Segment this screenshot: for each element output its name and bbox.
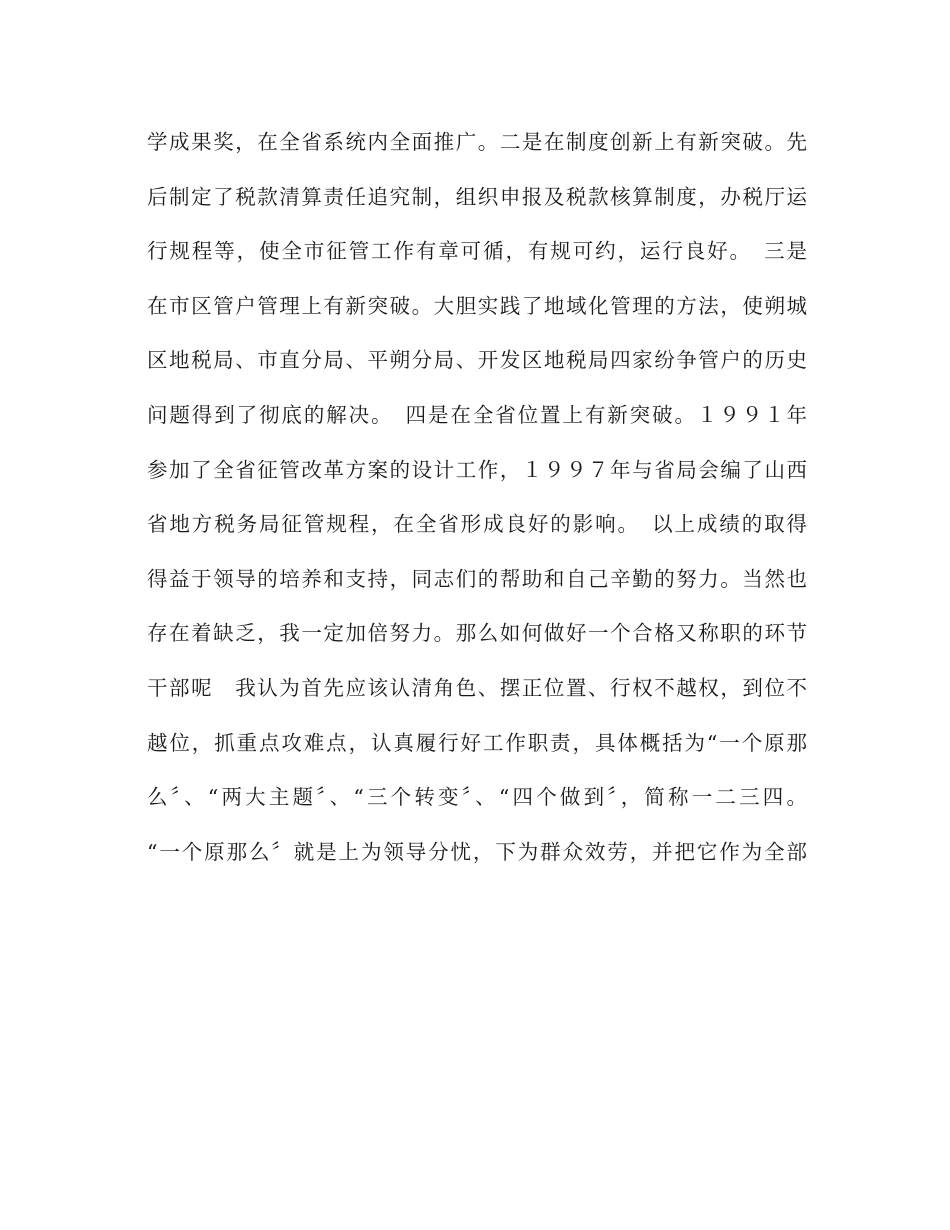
text-line: 后制定了税款清算责任追究制，组织申报及税款核算制度，办税厅运 xyxy=(147,184,807,209)
text-line: 行规程等，使全市征管工作有章可循，有规可约，运行良好。 三是 xyxy=(147,239,807,264)
text-line: 在市区管户管理上有新突破。大胆实践了地域化管理的方法，使朔城 xyxy=(147,293,807,318)
text-line: 越位，抓重点攻难点，认真履行好工作职责，具体概括为“一个原那 xyxy=(147,730,807,755)
text-line: 问题得到了彻底的解决。 四是在全省位置上有新突破。１９９１年 xyxy=(147,402,807,427)
text-line: 省地方税务局征管规程，在全省形成良好的影响。 以上成绩的取得 xyxy=(147,512,807,537)
text-line: 参加了全省征管改革方案的设计工作，１９９７年与省局会编了山西 xyxy=(147,457,807,482)
text-line: 么〞、“两大主题〞、“三个转变〞、“四个做到〞，简称一二三四。 xyxy=(147,785,807,810)
text-line: 存在着缺乏，我一定加倍努力。那么如何做好一个合格又称职的环节 xyxy=(147,621,807,646)
text-line: 区地税局、市直分局、平朔分局、开发区地税局四家纷争管户的历史 xyxy=(147,348,807,373)
text-line: “一个原那么〞就是上为领导分忧，下为群众效劳，并把它作为全部 xyxy=(147,839,807,864)
text-line: 得益于领导的培养和支持，同志们的帮助和自己辛勤的努力。当然也 xyxy=(147,566,807,591)
text-line: 干部呢 我认为首先应该认清角色、摆正位置、行权不越权，到位不 xyxy=(147,675,807,700)
body-text xyxy=(147,122,807,886)
text-line: 学成果奖，在全省系统内全面推广。二是在制度创新上有新突破。先 xyxy=(147,130,807,154)
